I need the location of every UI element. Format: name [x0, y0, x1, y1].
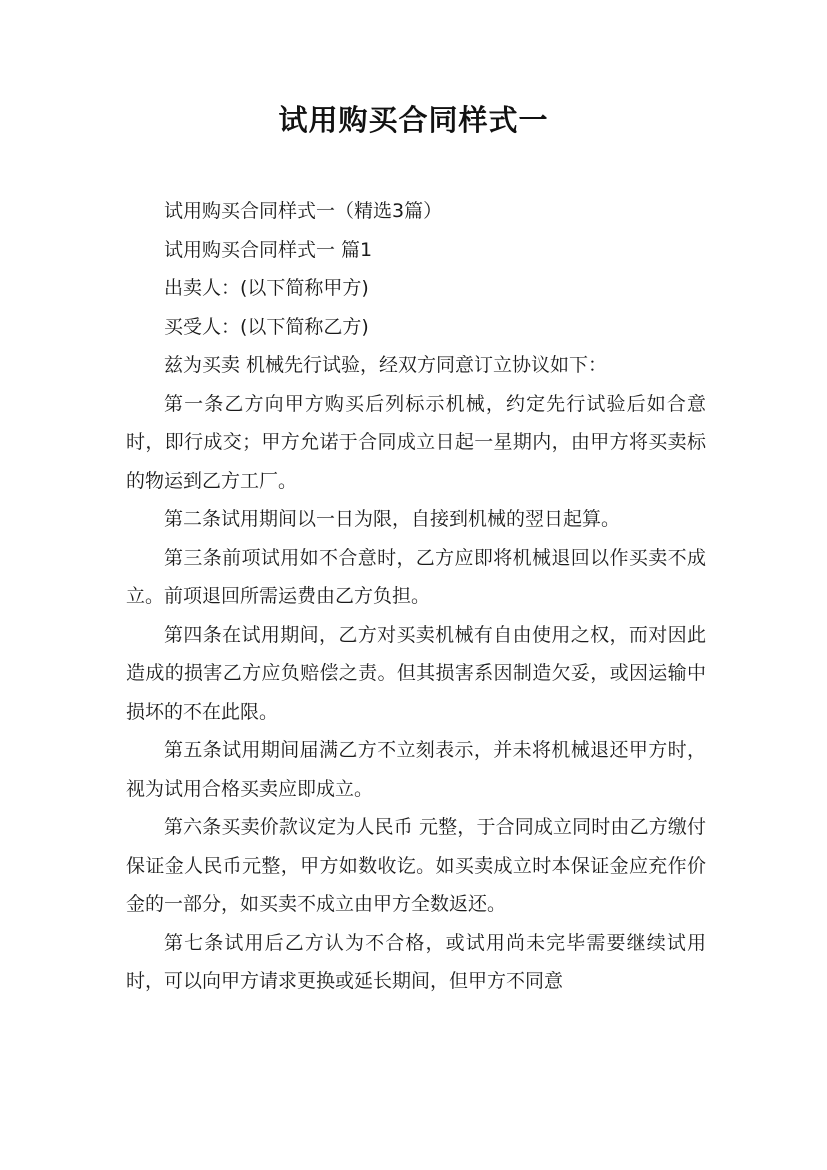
paragraph: 第四条在试用期间，乙方对买卖机械有自由使用之权，而对因此造成的损害乙方应负赔偿之责。但其损害系因制造欠妥，或因运输中损坏的不在此限。 [126, 623, 706, 723]
paragraph: 第七条试用后乙方认为不合格，或试用尚未完毕需要继续试用时，可以向甲方请求更换或延长期间，但甲方不同意 [126, 931, 706, 992]
document-body [126, 192, 706, 1001]
paragraph: 第五条试用期间届满乙方不立刻表示，并未将机械退还甲方时，视为试用合格买卖应即成立。 [126, 739, 706, 800]
paragraph: 兹为买卖 机械先行试验，经双方同意订立协议如下： [164, 354, 608, 376]
paragraph: 买受人：(以下简称乙方) [164, 315, 369, 338]
paragraph: 第二条试用期间以一日为限，自接到机械的翌日起算。 [164, 508, 621, 530]
paragraph: 第一条乙方向甲方购买后列标示机械，约定先行试验后如合意时，即行成交；甲方允诺于合同成立日起一星期内，由甲方将买卖标的物运到乙方工厂。 [126, 392, 706, 492]
paragraph: 出卖人：(以下简称甲方) [164, 277, 369, 299]
paragraph: 试用购买合同样式一（精选3篇） [164, 200, 443, 222]
paragraph: 试用购买合同样式一 篇1 [164, 238, 373, 261]
paragraph: 第六条买卖价款议定为人民币 元整，于合同成立同时由乙方缴付保证金人民币元整，甲方如数收讫。如买卖成立时本保证金应充作价金的一部分，如买卖不成立由甲方全数返还。 [126, 816, 706, 915]
paragraph: 第三条前项试用如不合意时，乙方应即将机械退回以作买卖不成立。前项退回所需运费由乙方负担。 [126, 546, 706, 607]
document-title: 试用购买合同样式一 [278, 103, 549, 137]
